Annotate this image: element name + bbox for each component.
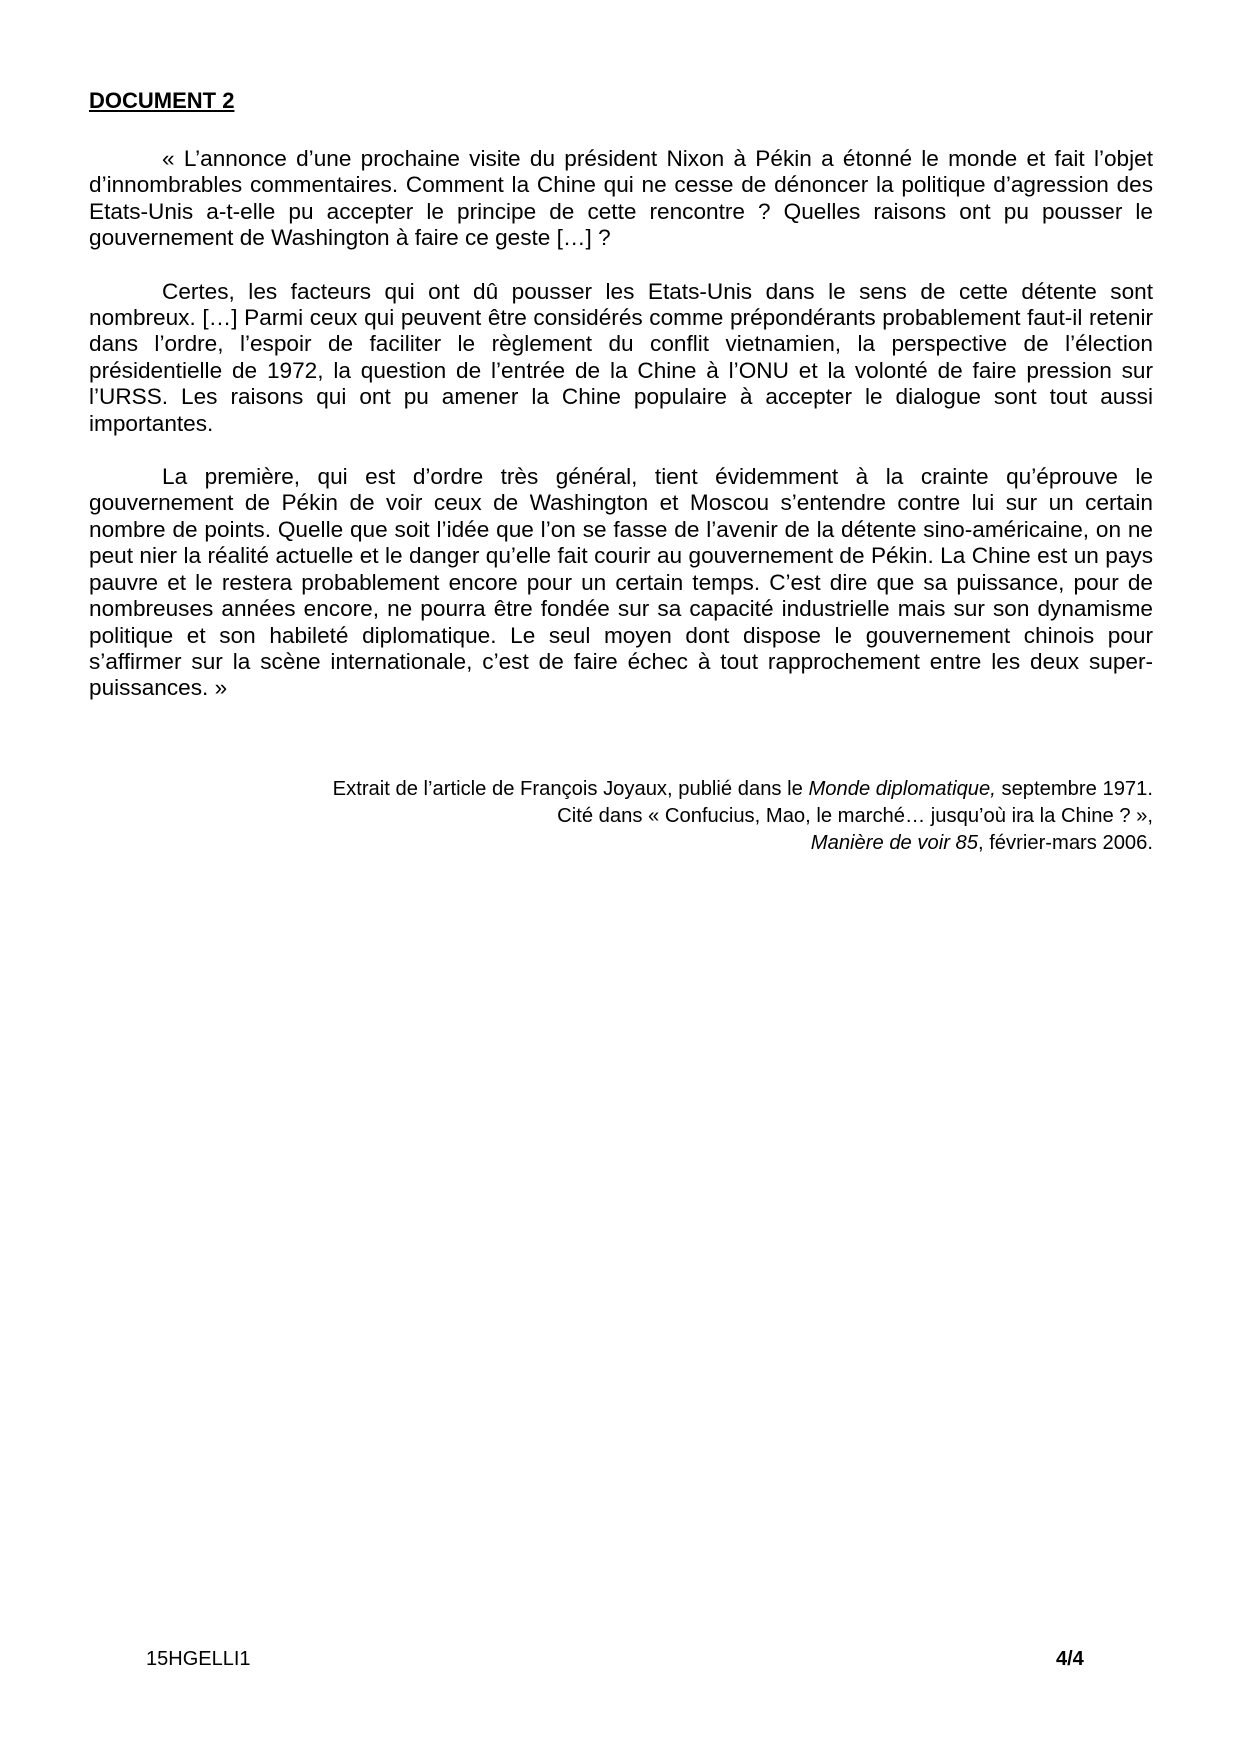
paragraph-1: « L’annonce d’une prochaine visite du président Nixon à Pékin a étonné le monde et fait l’objet d’innombrables commentaires. Comment la Chine qui ne cesse de dénoncer la politique d’agression des Etats-Unis a-t-elle pu accepter le principe de cette rencontre ? Quelles raisons ont pu pousser le gouvernement de Washington à faire ce geste […] ? [89, 146, 1153, 251]
source-line-3 [333, 830, 1153, 857]
source-line-3-suffix: , février-mars 2006. [977, 832, 1153, 854]
footer-page-number: 4/4 [1056, 1648, 1084, 1670]
document-title: DOCUMENT 2 [89, 88, 235, 113]
source-line-1-suffix: septembre 1971. [995, 778, 1153, 800]
source-line-1 [333, 776, 1153, 803]
source-line-1-prefix: Extrait de l’article de François Joyaux, publié dans le [332, 778, 809, 800]
document-body [89, 146, 1153, 729]
paragraph-3: La première, qui est d’ordre très général, tient évidemment à la crainte qu’éprouve le gouvernement de Pékin de voir ceux de Washington et Moscou s’entendre contre lui sur un certain nombre de points. Quelle que soit l’idée que l’on se fasse de l’avenir de la détente sino-américaine, on ne peut nier la réalité actuelle et le danger qu’elle fait courir au gouvernement de Pékin. La Chine est un pays pauvre et le restera probablement encore pour un certain temps. C’est dire que sa puissance, pour de nombreuses années encore, ne pourra être fondée sur sa capacité industrielle mais sur son dynamisme politique et son habileté diplomatique. Le seul moyen dont dispose le gouvernement chinois pour s’affirmer sur la scène internationale, c’est de faire échec à tout rapprochement entre les deux super-puissances. » [89, 464, 1153, 701]
source-collection: Manière de voir 85 [810, 832, 978, 854]
paragraph-2: Certes, les facteurs qui ont dû pousser les Etats-Unis dans le sens de cette détente sont nombreux. […] Parmi ceux qui peuvent être considérés comme prépondérants probablement faut-il retenir dans l’ordre, l’espoir de faciliter le règlement du conflit vietnamien, la perspective de l’élection présidentielle de 1972, la question de l’entrée de la Chine à l’ONU et la volonté de faire pression sur l’URSS. Les raisons qui ont pu amener la Chine populaire à accepter le dialogue sont tout aussi importantes. [89, 278, 1153, 436]
source-publication: Monde diplomatique, [808, 778, 996, 800]
footer-exam-code: 15HGELLI1 [146, 1648, 251, 1670]
source-citation [333, 776, 1153, 857]
source-line-2: Cité dans « Confucius, Mao, le marché… jusqu’où ira la Chine ? », [557, 805, 1153, 827]
